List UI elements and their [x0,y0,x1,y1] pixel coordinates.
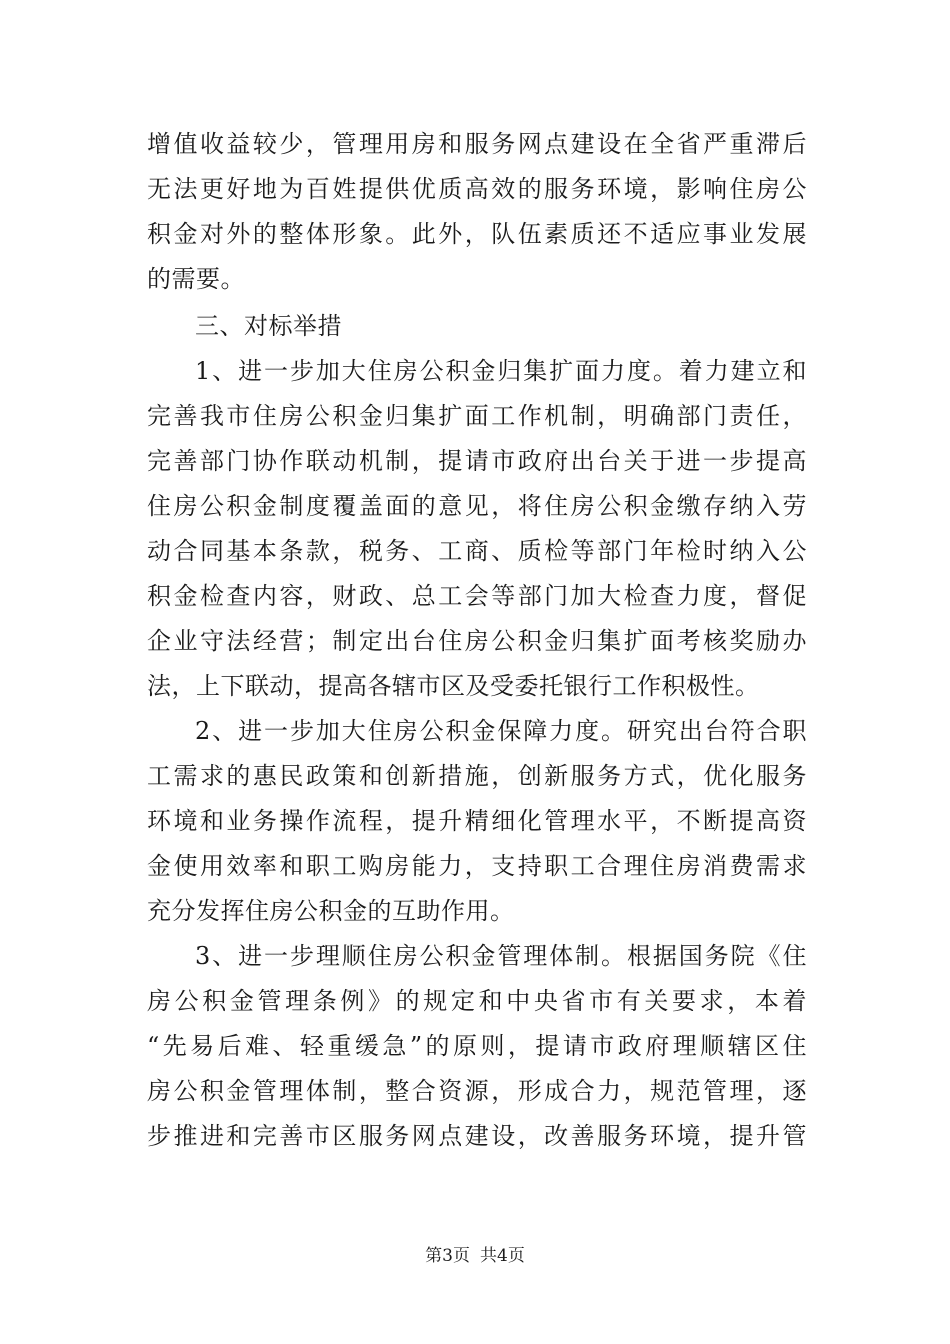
text-line: 步推进和完善市区服务网点建设，改善服务环境，提升管 [147,1122,807,1150]
text-line: 住房公积金制度覆盖面的意见，将住房公积金缴存纳入劳 [147,492,807,520]
page-total: 共4页 [480,1246,525,1266]
text-line: 充分发挥住房公积金的互助作用。 [147,897,515,925]
text-line: 环境和业务操作流程，提升精细化管理水平，不断提高资 [147,807,807,835]
text-line: 积金检查内容，财政、总工会等部门加大检查力度，督促 [147,582,807,610]
text-line: 积金对外的整体形象。此外，队伍素质还不适应事业发展 [147,220,807,248]
text-line: 动合同基本条款，税务、工商、质检等部门年检时纳入公 [147,537,807,565]
text-line: 2、进一步加大住房公积金保障力度。研究出台符合职 [195,717,807,745]
text-line: 的需要。 [147,265,245,293]
text-line: 增值收益较少，管理用房和服务网点建设在全省严重滞后 [147,130,807,158]
text-line: 1、进一步加大住房公积金归集扩面力度。着力建立和 [195,357,807,385]
text-line: 工需求的惠民政策和创新措施，创新服务方式，优化服务 [147,762,807,790]
text-line: 无法更好地为百姓提供优质高效的服务环境，影响住房公 [147,175,807,203]
text-line: 完善我市住房公积金归集扩面工作机制，明确部门责任， [147,402,807,430]
document-body [147,122,807,1159]
text-line: “先易后难、轻重缓急”的原则，提请市政府理顺辖区住 [147,1032,807,1060]
text-line: 金使用效率和职工购房能力，支持职工合理住房消费需求 [147,852,807,880]
text-line: 法，上下联动，提高各辖市区及受委托银行工作积极性。 [147,672,760,700]
intro-paragraph [147,122,807,302]
paragraph-2 [147,709,807,934]
text-line: 完善部门协作联动机制，提请市政府出台关于进一步提高 [147,447,807,475]
text-line: 房公积金管理条例》的规定和中央省市有关要求，本着 [147,987,807,1015]
section-heading: 三、对标举措 [195,312,342,340]
text-line: 3、进一步理顺住房公积金管理体制。根据国务院《住 [195,942,807,970]
page-number: 第3页 [425,1246,470,1266]
paragraph-3 [147,934,807,1159]
text-line: 房公积金管理体制，整合资源，形成合力，规范管理，逐 [147,1077,807,1105]
paragraph-1 [147,349,807,709]
page-footer [0,1241,950,1266]
text-line: 企业守法经营；制定出台住房公积金归集扩面考核奖励办 [147,627,807,655]
